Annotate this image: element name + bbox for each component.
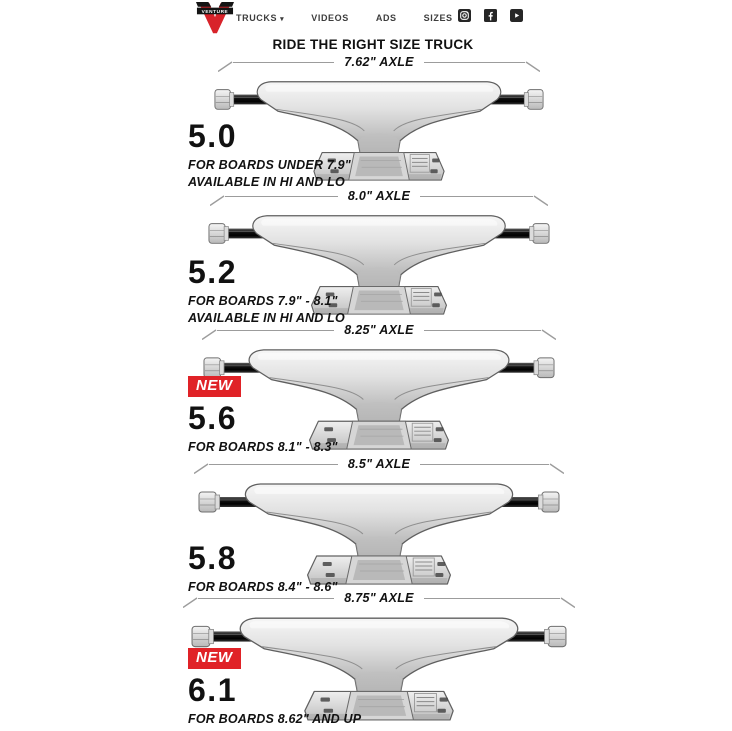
youtube-icon[interactable]	[510, 9, 523, 22]
venture-logo-icon[interactable]	[196, 1, 234, 37]
truck-size-section-5-6	[0, 324, 732, 458]
nav-item-ads[interactable]: ADS	[375, 13, 397, 23]
page-title: RIDE THE RIGHT SIZE TRUCK	[272, 37, 474, 52]
axle-size-label: 8.0" AXLE	[347, 189, 411, 203]
board-range-text: FOR BOARDS 7.9" - 8.1"	[188, 294, 338, 308]
axle-size-label: 7.62" AXLE	[344, 55, 414, 69]
truck-size-section-5-8	[0, 458, 732, 592]
facebook-icon[interactable]	[484, 9, 497, 22]
board-range-text: FOR BOARDS UNDER 7.9"	[188, 158, 351, 172]
truck-size-number: 5.8	[188, 540, 237, 576]
axle-size-label: 8.75" AXLE	[344, 591, 414, 605]
availability-text: AVAILABLE IN HI AND LO	[188, 311, 345, 326]
truck-size-section-5-2	[0, 190, 732, 324]
availability-text: AVAILABLE IN HI AND LO	[188, 175, 345, 190]
truck-size-number: 5.2	[188, 254, 237, 290]
truck-size-number: 5.6	[188, 400, 237, 436]
size-info	[188, 256, 345, 326]
size-info	[188, 376, 338, 454]
truck-size-number: 6.1	[188, 672, 237, 708]
size-info	[188, 648, 361, 726]
instagram-icon[interactable]	[458, 9, 471, 22]
svg-text:VENTURE: VENTURE	[201, 9, 229, 15]
board-range-text: FOR BOARDS 8.1" - 8.3"	[188, 440, 338, 454]
new-badge: NEW	[188, 648, 241, 669]
axle-size-label: 8.25" AXLE	[344, 323, 414, 337]
truck-size-number: 5.0	[188, 118, 237, 154]
nav-item-sizes[interactable]: SIZES	[423, 13, 453, 23]
size-info	[188, 120, 351, 190]
main-nav	[236, 13, 480, 23]
social-links	[458, 9, 523, 22]
size-info	[188, 542, 338, 594]
chevron-down-icon: ▾	[280, 16, 285, 23]
axle-size-label: 8.5" AXLE	[347, 457, 411, 471]
nav-item-videos[interactable]: VIDEOS	[311, 13, 349, 23]
nav-item-trucks[interactable]: TRUCKS ▾	[236, 13, 285, 23]
board-range-text: FOR BOARDS 8.4" - 8.6"	[188, 580, 338, 594]
new-badge: NEW	[188, 376, 241, 397]
truck-size-section-5-0	[0, 56, 732, 190]
truck-size-section-6-1	[0, 592, 732, 731]
board-range-text: FOR BOARDS 8.62" AND UP	[188, 712, 362, 726]
